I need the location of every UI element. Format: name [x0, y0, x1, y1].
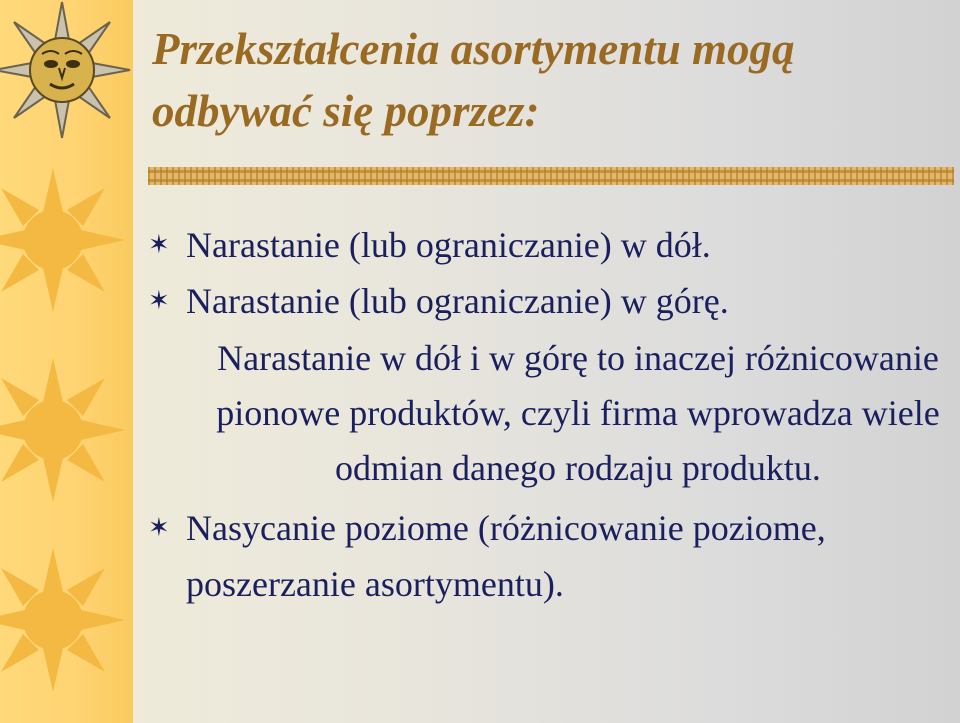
sun-face-icon [0, 0, 140, 150]
bullet-list [148, 217, 948, 612]
star-bullet-icon: ✶ [148, 286, 170, 315]
sun-icon [0, 545, 128, 695]
title-divider [148, 165, 954, 187]
bullet-text: Narastanie (lub ograniczanie) w górę. [186, 281, 729, 321]
bullet-item [148, 217, 948, 273]
sun-icon [0, 355, 128, 505]
sub-paragraph: Narastanie w dół i w górę to inaczej różnicowanie pionowe produktów, czyli firma wprowadza wiele odmian danego rodzaju produktu. [216, 338, 940, 488]
sun-icon [0, 165, 128, 315]
star-bullet-icon: ✶ [148, 513, 170, 542]
bullet-item [148, 273, 948, 329]
bullet-item [148, 500, 948, 612]
title-rest-part: mogą odbywać się poprzez: [152, 24, 795, 136]
star-bullet-icon: ✶ [148, 230, 170, 259]
slide-title [152, 18, 952, 142]
bullet-text: Narastanie (lub ograniczanie) w dół. [186, 225, 711, 265]
title-bold-part: Przekształcenia asortymentu [152, 24, 681, 74]
bullet-text: Nasycanie poziome (różnicowanie poziome, poszerzanie asortymentu). [186, 508, 826, 604]
